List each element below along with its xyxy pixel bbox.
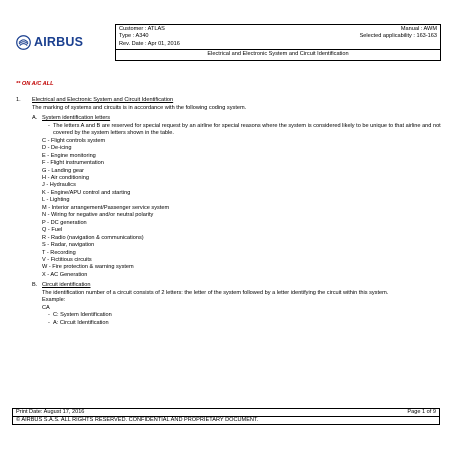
list-item: K - Engine/APU control and starting	[42, 189, 131, 196]
example-item-text: C: System Identification	[53, 312, 112, 319]
airbus-emblem-icon	[16, 35, 31, 50]
reserved-letters-text: The letters A and B are reserved for special request by an airline for special reasons where the system is considered likely to be unique to that airline and not covered by the system letters shown in the table.	[53, 122, 441, 137]
list-item: H - Air conditioning	[42, 174, 89, 181]
bullet-mark: -	[48, 312, 50, 319]
subsection-b-title: Circuit identification	[42, 282, 91, 289]
subsection-b	[32, 282, 441, 327]
list-item: C - Flight controls system	[42, 137, 106, 144]
logo-text: AIRBUS	[34, 35, 84, 49]
example-item	[48, 312, 441, 319]
document-footer	[12, 408, 440, 425]
system-letters-list	[42, 138, 441, 280]
footer-copyright: © AIRBUS S.A.S. ALL RIGHTS RESERVED. CONFIDENTIAL AND PROPRIETARY DOCUMENT.	[16, 417, 259, 424]
footer-row-print	[13, 409, 439, 417]
list-item: S - Radar, navigation	[42, 242, 95, 249]
list-item: M - Interior arrangement/Passenger service system	[42, 204, 170, 211]
subsection-a-label: A.	[32, 115, 38, 122]
applicability-note: ** ON A/C ALL	[16, 81, 54, 87]
header-info-row	[116, 25, 440, 50]
header-customer: Customer : ATLAS	[119, 26, 165, 32]
document-header	[115, 24, 441, 61]
airbus-logo	[16, 33, 96, 51]
list-item: T - Recording	[42, 249, 76, 256]
reserved-letters-note	[48, 123, 441, 138]
subsection-a	[32, 115, 441, 279]
header-manual: Manual : AWM	[400, 26, 437, 32]
list-item: V - Fictitious circuits	[42, 256, 92, 263]
list-item: N - Wiring for negative and/or neutral polarity	[42, 212, 154, 219]
section-1	[16, 97, 441, 104]
list-item: E - Engine monitoring	[42, 152, 96, 159]
header-type: Type : A340	[119, 33, 149, 40]
list-item: X - AC Generation	[42, 271, 88, 278]
header-applicability: Selected applicability : 163-163	[359, 33, 437, 40]
example-code: CA	[42, 304, 50, 311]
bullet-mark: -	[48, 319, 50, 326]
list-item: P - DC generation	[42, 219, 87, 226]
section-title: Electrical and Electronic System and Circuit Identification	[32, 97, 174, 104]
document-body	[16, 81, 441, 327]
header-rev-date: Rev. Date : Apr 01, 2016	[119, 40, 180, 47]
subsection-b-label: B.	[32, 282, 38, 289]
list-item: Q - Fuel	[42, 227, 63, 234]
list-item: D - De-icing	[42, 145, 72, 152]
header-left	[116, 25, 357, 49]
footer-row-copyright	[13, 417, 439, 424]
list-item: L - Lighting	[42, 197, 70, 204]
list-item: W - Fire protection & warning system	[42, 264, 134, 271]
header-right	[357, 25, 440, 49]
example-item	[48, 320, 441, 327]
section-number: 1.	[16, 97, 21, 104]
list-item: J - Hydraulics	[42, 182, 76, 189]
footer-page-number: Page 1 of 9	[407, 409, 436, 415]
list-item: F - Flight instrumentation	[42, 160, 104, 167]
header-title: Electrical and Electronic System and Circuit Identification	[207, 51, 349, 58]
list-item: G - Landing gear	[42, 167, 84, 174]
subsection-a-title: System identification letters	[42, 115, 111, 122]
example-item-text: A: Circuit Identification	[53, 319, 109, 326]
circuit-id-text: The identification number of a circuit consists of 2 letters: the letter of the system followed by a letter identifying the circuit within this system.	[42, 289, 389, 296]
section-intro: The marking of systems and circuits is in accordance with the following coding system.	[32, 104, 247, 111]
footer-print-date: Print Date: August 17, 2016	[16, 409, 85, 415]
list-item: R - Radio (navigation & communications)	[42, 234, 144, 241]
bullet-mark: -	[48, 122, 50, 129]
example-label: Example:	[42, 297, 66, 304]
